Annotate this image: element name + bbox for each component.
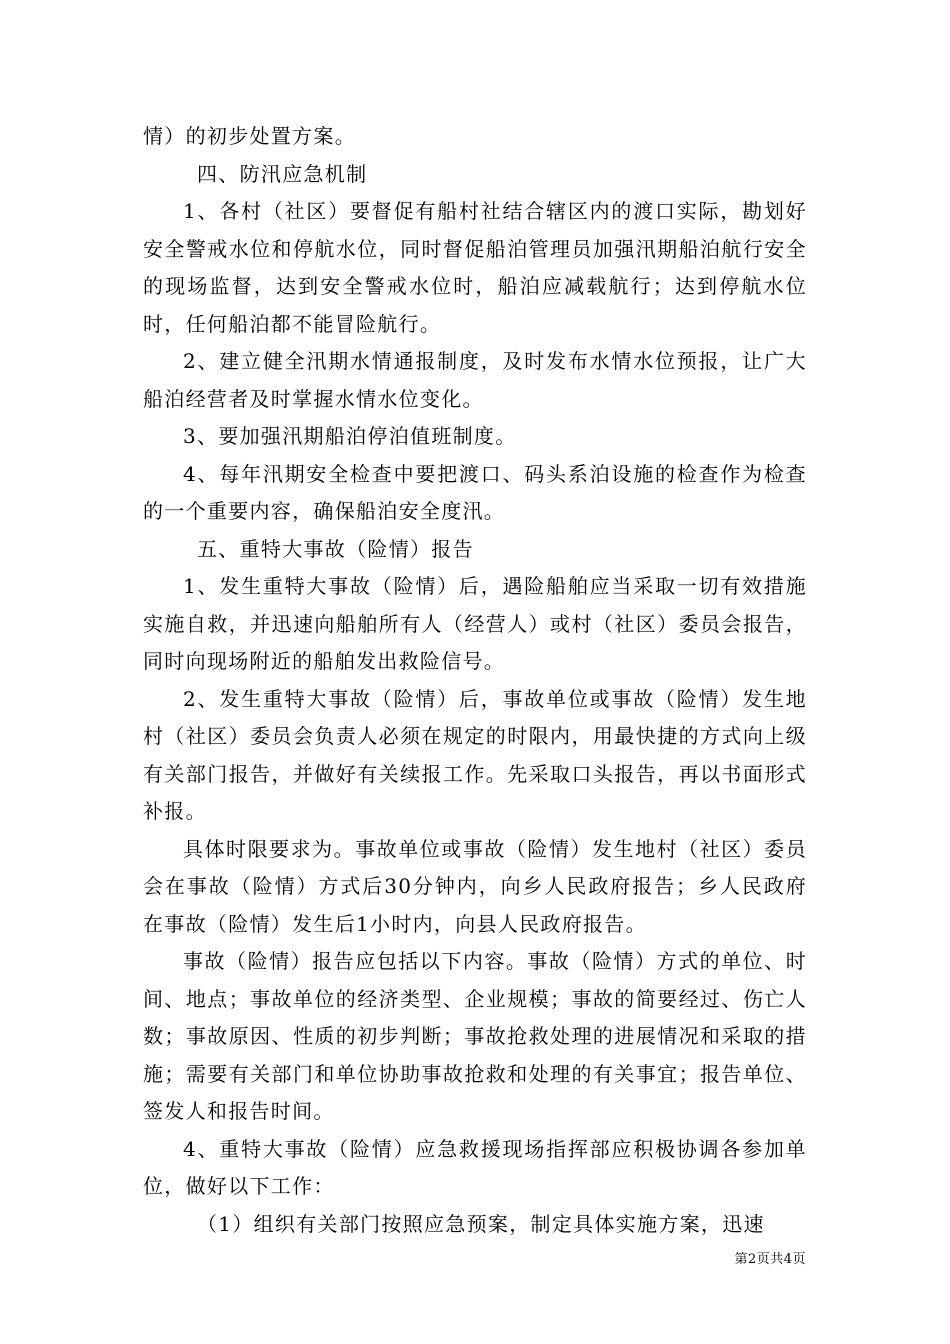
section-heading-4: 四、防汛应急机制	[197, 161, 368, 186]
document-body	[143, 118, 807, 1243]
paragraph-report-contents: 事故（险情）报告应包括以下内容。事故（险情）方式的单位、时间、地点；事故单位的经济类型、企业规模；事故的简要经过、伤亡人数；事故原因、性质的初步判断；事故抢救处理的进展情况和采取的措施；需要有关部门和单位协助事故抢救和处理的有关事宜；报告单位、签发人和报告时间。	[143, 949, 807, 1123]
section-heading-5: 五、重特大事故（险情）报告	[197, 536, 474, 561]
paragraph-5-4-1: （1）组织有关部门按照应急预案，制定具体实施方案，迅速	[197, 1211, 765, 1236]
paragraph-continuation: 情）的初步处置方案。	[143, 124, 356, 148]
paragraph-5-2: 2、发生重特大事故（险情）后，事故单位或事故（险情）发生地村（社区）委员会负责人必须在规定的时限内，用最快捷的方式向上级有关部门报告，并做好有关续报工作。先采取口头报告，再以书面形式补报。	[143, 686, 807, 823]
paragraph-5-1: 1、发生重特大事故（险情）后，遇险船舶应当采取一切有效措施实施自救，并迅速向船舶所有人（经营人）或村（社区）委员会报告，同时向现场附近的船舶发出救险信号。	[143, 574, 807, 673]
page-number: 第2页共4页	[734, 1252, 806, 1267]
paragraph-4-2: 2、建立健全汛期水情通报制度，及时发布水情水位预报，让广大船泊经营者及时掌握水情水位变化。	[143, 349, 807, 411]
paragraph-4-4: 4、每年汛期安全检查中要把渡口、码头系泊设施的检查作为检查的一个重要内容，确保船泊安全度汛。	[143, 461, 807, 523]
paragraph-time-limits: 具体时限要求为。事故单位或事故（险情）发生地村（社区）委员会在事故（险情）方式后30分钟内，向乡人民政府报告；乡人民政府在事故（险情）发生后1小时内，向县人民政府报告。	[143, 836, 807, 936]
paragraph-5-4: 4、重特大事故（险情）应急救援现场指挥部应积极协调各参加单位，做好以下工作：	[143, 1136, 807, 1198]
paragraph-4-3: 3、要加强汛期船泊停泊值班制度。	[183, 424, 517, 448]
paragraph-4-1: 1、各村（社区）要督促有船村社结合辖区内的渡口实际，勘划好安全警戒水位和停航水位，同时督促船泊管理员加强汛期船泊航行安全的现场监督，达到安全警戒水位时，船泊应减载航行；达到停航水位时，任何船泊都不能冒险航行。	[143, 199, 807, 336]
